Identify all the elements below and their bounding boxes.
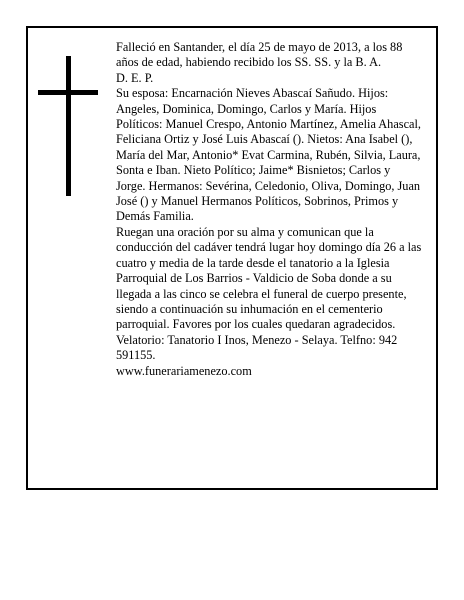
funeral-info: Ruegan una oración por su alma y comunican que la conducción del cadáver tendrá lugar hoy domingo día 26 a las cuatro y media de la tarde desde el tanatorio a la Iglesia Parroquial de Los Barrios - Valdicio de Soba donde a su llegada a las cinco se celebra el funeral de cuerpo presente, siendo a continuación su inhumación en el cementerio parroquial. Favores por los cuales quedaran agradecidos. Velatorio: Tanatorio I Inos, Menezo - Selaya. Telfno: 942 591155. xyxy=(116,224,422,363)
cross-vertical-bar xyxy=(66,56,71,196)
cross-horizontal-bar xyxy=(38,90,98,95)
death-notice: Falleció en Santander, el día 25 de mayo de 2013, a los 88 años de edad, habiendo recibido los SS. SS. y la B. A. xyxy=(116,40,403,70)
dep-line: D. E. P. xyxy=(116,70,154,85)
obituary-notice xyxy=(26,26,438,490)
website-text: www.funerariamenezo.com xyxy=(116,363,252,378)
obituary-text xyxy=(116,40,422,379)
cross-icon xyxy=(38,56,98,196)
family-list: Su esposa: Encarnación Nieves Abascaí Sañudo. Hijos: Angeles, Dominica, Domingo, Carlos y María. Hijos Políticos: Manuel Crespo, Antonio Martínez, Amelia Ahascal, Feliciana Ortiz y José Luis Abascaí (). Nietos: Ana Isabel (), María del Mar, Antonio* Evat Carmina, Rubén, Silvia, Laura, Sonta e Iban. Nieto Político; Jaime* Bisnietos; Carlos y Jorge. Hermanos: Sevérina, Celedonio, Oliva, Domingo, Juan José () y Manuel Hermanos Políticos, Sobrinos, Primos y Demás Familia. xyxy=(116,86,421,224)
